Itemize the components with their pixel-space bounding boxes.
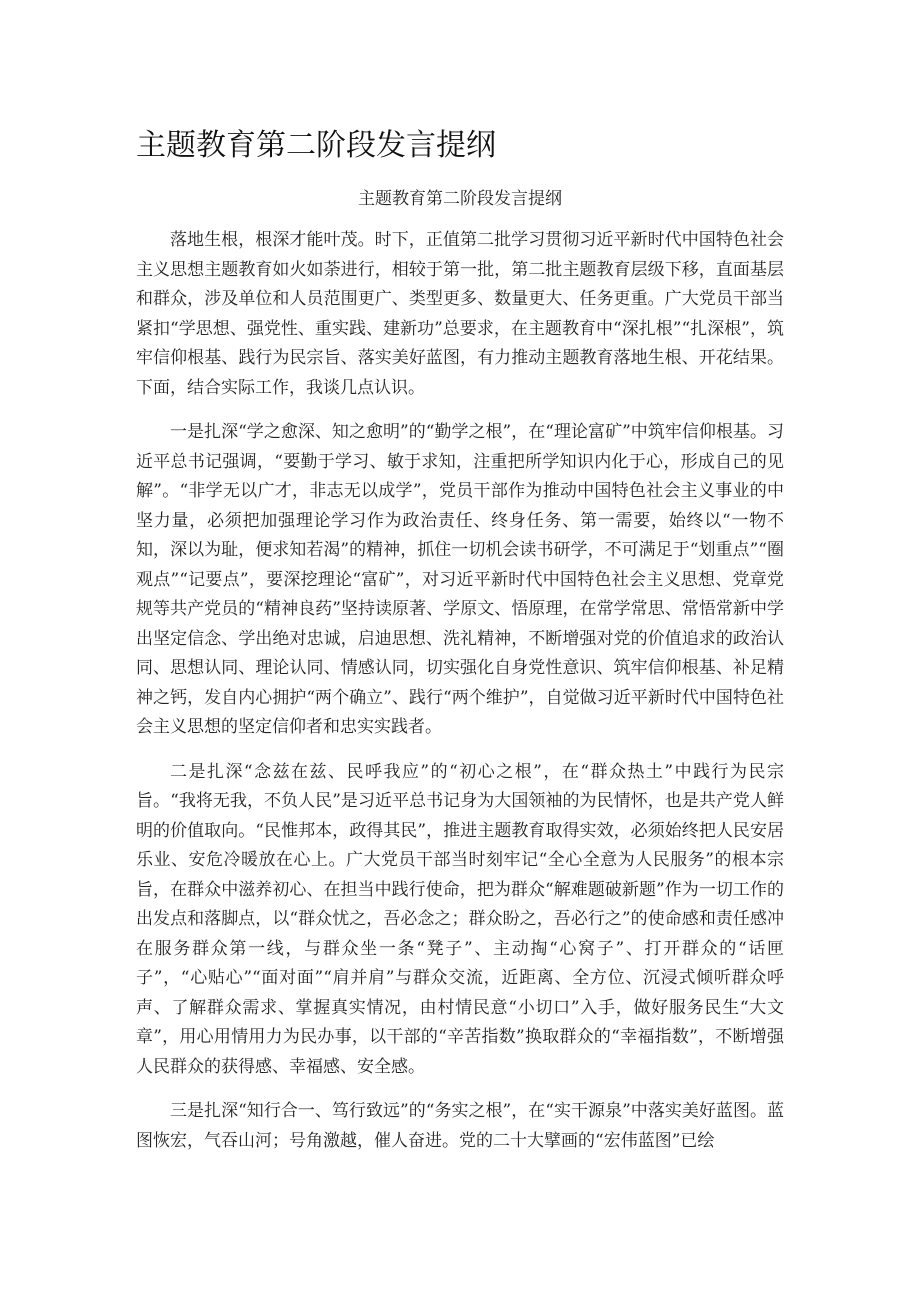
- paragraph-intro: 落地生根，根深才能叶茂。时下，正值第二批学习贯彻习近平新时代中国特色社会主义思想主题教育如火如荼进行，相较于第一批，第二批主题教育层级下移，直面基层和群众，涉及单位和人员范围更广、类型更多、数量更大、任务更重。广大党员干部当紧扣“学思想、强党性、重实践、建新功”总要求，在主题教育中“深扎根”“扎深根”，筑牢信仰根基、践行为民宗旨、落实美好蓝图，有力推动主题教育落地生根、开花结果。下面，结合实际工作，我谈几点认识。: [136, 230, 784, 398]
- paragraph-point-one: 一是扎深“学之愈深、知之愈明”的“勤学之根”，在“理论富矿”中筑牢信仰根基。习近平总书记强调，“要勤于学习、敏于求知，注重把所学知识内化于心，形成自己的见解”。“非学无以广才，非志无以成学”，党员干部作为推动中国特色社会主义事业的中坚力量，必须把加强理论学习作为政治责任、终身任务、第一需要，始终以“一物不知，深以为耻，便求知若渴”的精神，抓住一切机会读书研学，不可满足于“划重点”“圈观点”“记要点”，要深挖理论“富矿”，对习近平新时代中国特色社会主义思想、党章党规等共产党员的“精神良药”坚持读原著、学原文、悟原理，在常学常思、常悟常新中学出坚定信念、学出绝对忠诚，启迪思想、洗礼精神，不断增强对党的价值追求的政治认同、思想认同、理论认同、情感认同，切实强化自身党性意识、筑牢信仰根基、补足精神之钙，发自内心拥护“两个确立”、践行“两个维护”，自觉做习近平新时代中国特色社会主义思想的坚定信仰者和忠实实践者。: [136, 422, 784, 737]
- paragraph-point-two: 二是扎深“念兹在兹、民呼我应”的“初心之根”，在“群众热土”中践行为民宗旨。“我将无我，不负人民”是习近平总书记身为大国领袖的为民情怀，也是共产党人鲜明的价值取向。“民惟邦本，政得其民”，推进主题教育取得实效，必须始终把人民安居乐业、安危冷暖放在心上。广大党员干部当时刻牢记“全心全意为人民服务”的根本宗旨，在群众中滋养初心、在担当中践行使命，把为群众“解难题破新题”作为一切工作的出发点和落脚点，以“群众忧之，吾必念之；群众盼之，吾必行之”的使命感和责任感冲在服务群众第一线，与群众坐一条“凳子”、主动掏“心窝子”、打开群众的“话匣子”，“心贴心”“面对面”“肩并肩”与群众交流，近距离、全方位、沉浸式倾听群众呼声、了解群众需求、掌握真实情况，由村情民意“小切口”入手，做好服务民生“大文章”，用心用情用力为民办事，以干部的“辛苦指数”换取群众的“幸福指数”，不断增强人民群众的获得感、幸福感、安全感。: [136, 761, 784, 1077]
- document-subtitle: 主题教育第二阶段发言提纲: [358, 189, 562, 209]
- document-body: [136, 226, 784, 1171]
- document-title: 主题教育第二阶段发言提纲: [136, 128, 496, 163]
- paragraph-point-three: 三是扎深“知行合一、笃行致远”的“务实之根”，在“实干源泉”中落实美好蓝图。蓝图恢宏，气吞山河；号角激越，催人奋进。党的二十大擘画的“宏伟蓝图”已绘: [136, 1101, 784, 1151]
